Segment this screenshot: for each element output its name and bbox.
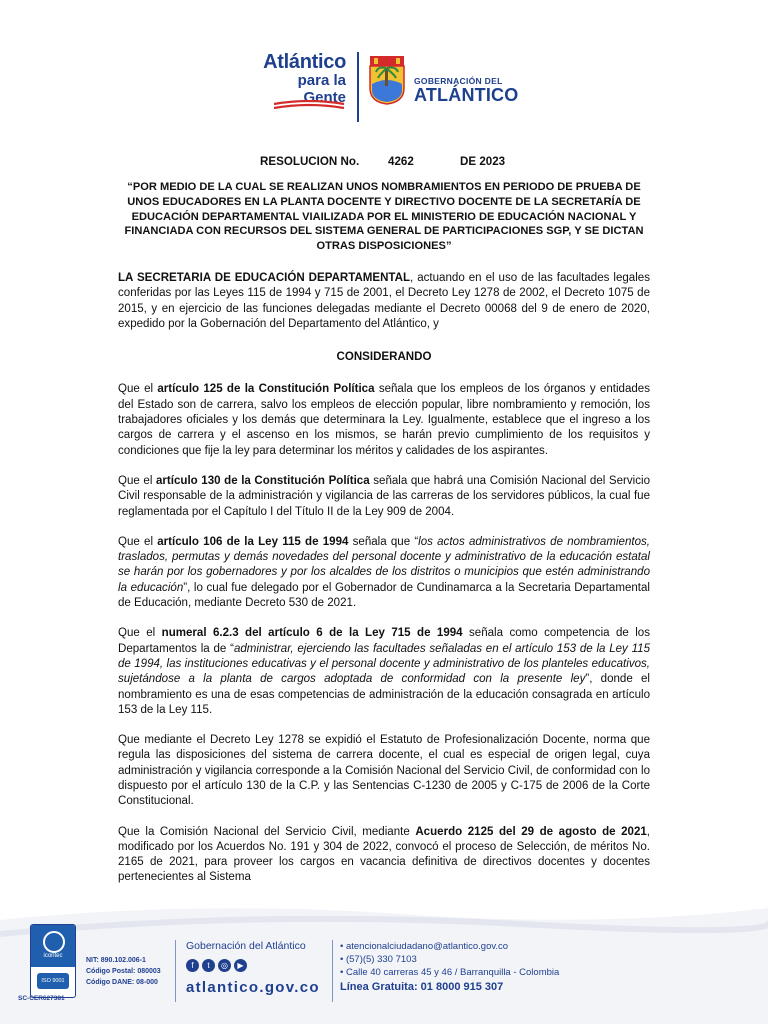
considerando-heading: CONSIDERANDO [336,351,432,364]
coat-of-arms-icon [368,54,406,106]
badge-name: icontec [43,953,63,959]
footer-divider-1 [175,940,176,1002]
facebook-icon[interactable]: f [186,959,199,972]
gov-line1: GOBERNACIÓN DEL [414,76,503,86]
icontec-certification-badge [30,924,76,998]
p2-bold: artículo 130 de la Constitución Política [156,474,370,487]
p4-text-a: Que el [118,627,162,640]
resolution-year: DE 2023 [460,155,506,168]
resolution-heading [118,154,650,170]
intro-bold: LA SECRETARIA DE EDUCACIÓN DEPARTAMENTAL [118,271,411,284]
contact-address: • Calle 40 carreras 45 y 46 / Barranquilla - Colombia [340,967,560,978]
contact-phone: • (57)(5) 330 7103 [340,954,417,965]
brand-line1: Atlántico [263,51,346,73]
p3-bold: artículo 106 de la Ley 115 de 1994 [157,535,349,548]
p2-text-c: señala que habrá una Comisión Nacional del Servicio Civil responsable de la administración y vigilancia de las carreras de los servidores públicos, la cual fue reglamentada por el Capítulo I del Título II de la Ley 909 de 2004. [118,474,650,518]
atlantico-para-la-gente-logo [262,52,346,106]
p4-italic: administrar, ejerciendo las facultades señaladas en el artículo 153 de la Ley 115 de 1994, las instituciones educativas y el personal docente y administrativo de los planteles educativos, sujetándose a la planta de cargos adoptada de conformidad con la presente ley [118,642,650,686]
toll-free-line: Línea Gratuita: 01 8000 915 307 [340,981,504,993]
icontec-icon [43,931,65,953]
contact-info [340,940,559,994]
p1-text-a: Que el [118,383,158,396]
gov-line2: ATLÁNTICO [414,85,519,105]
dane-code: Código DANE: 08-000 [86,979,158,986]
p3-text-d: ”, lo cual fue delegado por el Gobernador de Cundinamarca a la Secretaria Departamental de Educación, mediante Decreto 530 de 2021. [118,581,650,610]
contact-email[interactable]: • atencionalciudadano@atlantico.gov.co [340,941,509,952]
p1-text-c: señala que los empleos de los órganos y entidades del Estado son de carrera, salvo los empleos de elección popular, libre nombramiento y remoción, los trabajadores oficiales y los demás que determinara la Ley. Igualmente, establece que el ingreso a los cargos de carrera y el ascenso en los mismos, se harán previo cumplimiento de los requisitos y condiciones que fije la ley para determinar los méritos y calidades de los aspirantes. [118,383,650,457]
instagram-icon[interactable]: ◎ [218,959,231,972]
p1-bold: artículo 125 de la Constitución Política [157,383,375,396]
badge-code: SC-CER627381 [18,995,65,1002]
badge-iso: ISO 9001 [37,973,69,989]
institution-ids [86,955,161,988]
resolution-number: 4262 [388,155,414,168]
document-body [118,154,650,886]
p6-text-a: Que la Comisión Nacional del Servicio Civil, mediante [118,825,416,838]
twitter-icon[interactable]: t [202,959,215,972]
postal-code: Código Postal: 080003 [86,968,161,975]
p6-text-c: , modificado por los Acuerdos No. 191 y 304 de 2022, convocó el proceso de Selección, de méritos No. 2165 de 2021, para proveer los cargos en vacancia definitiva de directivos docentes y docentes pertenecientes al Sistema [118,825,651,884]
youtube-icon[interactable]: ▶ [234,959,247,972]
paragraph-4 [118,626,650,718]
footer-divider-2 [332,940,333,1002]
social-icons [186,959,320,973]
header-divider [357,52,359,122]
p4-text-d: ”, donde el nombramiento es una de esas competencias de administración de la educación consagrada en artículo 153 de la Ley 115. [118,673,650,716]
resolution-label: RESOLUCION No. [260,155,360,168]
footer-gobernacion [186,940,320,996]
p3-text-c: señala que “ [348,535,419,548]
p3-italic: los actos administrativos de nombramientos, traslados, permutas y demás novedades del personal docente y administrativo de la educación estatal se harán por los gobernadores y por los alcaldes de los distritos o municipios que estén administrando la educación [118,535,650,594]
p2-text-a: Que el [118,474,156,487]
paragraph-5: Que mediante el Decreto Ley 1278 se expidió el Estatuto de Profesionalización Docente, norma que regula las disposiciones del sistema de carrera docente, el cual es especial de origen legal, cuya administración y vigilancia corresponde a la Comisión Nacional del Servicio Civil, de conformidad con lo dispuesto por el artículo 130 de la C.P. y las Sentencias C-1230 de 2005 y C-175 de 2006 de la Corte Constitucional. [118,734,650,808]
intro-paragraph [118,271,650,332]
page-footer [0,900,768,1024]
p4-text-c: señala como competencia de los Departamentos la de “ [118,627,650,655]
paragraph-1 [118,382,650,458]
gobernacion-logo-text [414,76,518,105]
gobernacion-name: Gobernación del Atlántico [186,940,306,952]
paragraph-3 [118,535,650,611]
paragraph-2 [118,474,650,520]
letterhead [0,40,768,130]
p4-bold: numeral 6.2.3 del artículo 6 de la Ley 715 de 1994 [161,627,463,640]
intro-text: , actuando en el uso de las facultades legales conferidas por las Leyes 115 de 1994 y 715 de 2001, el Decreto Ley 1278 de 2002, el Decreto 1075 de 2015, y en ejercicio de las funciones delegadas mediante el Decreto 00068 del 9 de enero de 2020, expedido por la Gobernación del Departamento del Atlántico, y [118,271,650,330]
p3-text-a: Que el [118,535,158,548]
p6-bold: Acuerdo 2125 del 29 de agosto de 2021 [415,825,647,838]
resolution-title: “POR MEDIO DE LA CUAL SE REALIZAN UNOS NOMBRAMIENTOS EN PERIODO DE PRUEBA DE UNOS EDUCADORES EN LA PLANTA DOCENTE Y DIRECTIVO DOCENTE DE LA SECRETARÍA DE EDUCACIÓN DEPARTAMENTAL VIAILIZADA POR EL MINISTERIO DE EDUCACIÓN NACIONAL Y FINANCIADA CON RECURSOS DEL SISTEMA GENERAL DE PARTICIPACIONES SGP, Y SE DICTAN OTRAS DISPOSICIONES” [124,181,644,253]
badge-header [31,925,75,967]
brand-stripes-icon [272,100,346,112]
brand-line2: para la Gente [297,72,346,106]
nit: NIT: 890.102.006-1 [86,957,146,964]
paragraph-6 [118,825,650,886]
website-link[interactable]: atlantico.gov.co [186,979,320,996]
